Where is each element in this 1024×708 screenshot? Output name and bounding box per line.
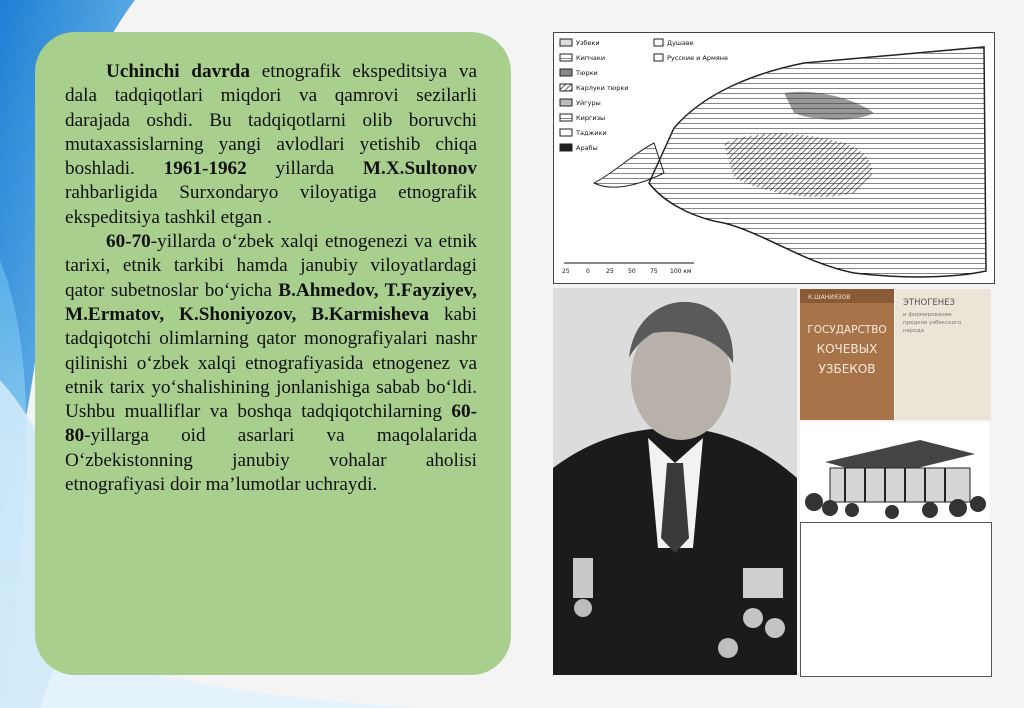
svg-text:Киргизы: Киргизы [576, 114, 606, 122]
text-run: -yillarda o‘zbek xalqi etnogenezi va etnik tarixi, etnik tarkibi hamda janubiy viloyatlardagi qator subetnoslar bo‘yicha [65, 231, 477, 301]
text-run: kabi tadqiqotchi olimlarning qator monografiyalari nashr qilinishi o‘zbek xalqi etnografiyasida etnogenez va etnik tarix yo‘shalishining jonlanishiga sabab bo‘ldi. Ushbu mualliflar va boshqa tadqiqotchilarning [65, 303, 477, 423]
portrait-photo [553, 288, 797, 675]
text-run: yillarda [246, 158, 363, 180]
svg-text:Душаве: Душаве [667, 39, 694, 47]
bold-years: 60-80 [65, 401, 477, 447]
svg-text:Уйгуры: Уйгуры [576, 99, 601, 107]
text-panel [35, 32, 511, 675]
svg-text:0: 0 [586, 268, 590, 275]
svg-text:Узбеки: Узбеки [576, 39, 600, 47]
svg-text:К.ШАНИЯЗОВ: К.ШАНИЯЗОВ [808, 294, 851, 301]
text-run: etnografik ekspeditsiya va dala tadqiqotlari miqdori va qamrovi sezilarli darajada oshdi. Bu tadqiqotlarni olib boruvchi mutaxassislarning yangi avlodlari yetishib chiqa boshladi. [65, 61, 477, 180]
book-cover-state-of-nomadic-uzbeks [800, 289, 894, 420]
svg-text:народа: народа [903, 328, 924, 334]
svg-text:ЭТНОГЕНЕЗ: ЭТНОГЕНЕЗ [903, 298, 955, 308]
svg-text:50: 50 [628, 268, 636, 275]
svg-text:КОЧЕВЫХ: КОЧЕВЫХ [816, 342, 878, 356]
svg-text:ГОСУДАРСТВО: ГОСУДАРСТВО [807, 324, 887, 336]
svg-text:Арабы: Арабы [576, 144, 598, 152]
bold-phrase: Uchinchi davrda [106, 61, 250, 82]
svg-text:Кипчаки: Кипчаки [576, 54, 606, 62]
traditional-house-drawing [800, 422, 990, 522]
svg-text:Таджики: Таджики [576, 129, 607, 137]
svg-text:УЗБЕКОВ: УЗБЕКОВ [818, 362, 876, 376]
svg-text:75: 75 [650, 268, 658, 275]
svg-text:100 км: 100 км [670, 268, 692, 275]
svg-text:25: 25 [562, 268, 570, 275]
bold-names: B.Ahmedov, T.Fayziyev, M.Ermatov, K.Shoniyozov, B.Karmisheva [65, 279, 477, 325]
book-cover-ethnogenesis [895, 289, 991, 420]
blank-image-frame [800, 522, 992, 677]
svg-text:Русские и Армяне: Русские и Армяне [667, 54, 729, 62]
svg-text:предков узбекского: предков узбекского [903, 320, 962, 326]
bold-years: 60-70 [106, 231, 151, 253]
svg-text:Тюрки: Тюрки [576, 69, 598, 77]
bold-name: M.X.Sultonov [362, 158, 477, 180]
paragraph-2 [65, 230, 477, 497]
text-run: rahbarligida Surxondaryo viloyatiga etnografik ekspeditsiya tashkil etgan . [65, 182, 477, 228]
bold-years: 1961-1962 [163, 158, 247, 180]
text-run: -yillarga oid asarlari va maqolalarida O‘zbekistonning janubiy vohalar aholisi etnografiyasi doir ma’lumotlar uchraydi. [65, 425, 477, 496]
ethnic-map-image [553, 32, 995, 284]
svg-text:и формирование: и формирование [903, 312, 952, 318]
svg-text:Карлуки тюрки: Карлуки тюрки [576, 84, 629, 92]
paragraph-1 [65, 60, 477, 230]
svg-text:25: 25 [606, 268, 614, 275]
